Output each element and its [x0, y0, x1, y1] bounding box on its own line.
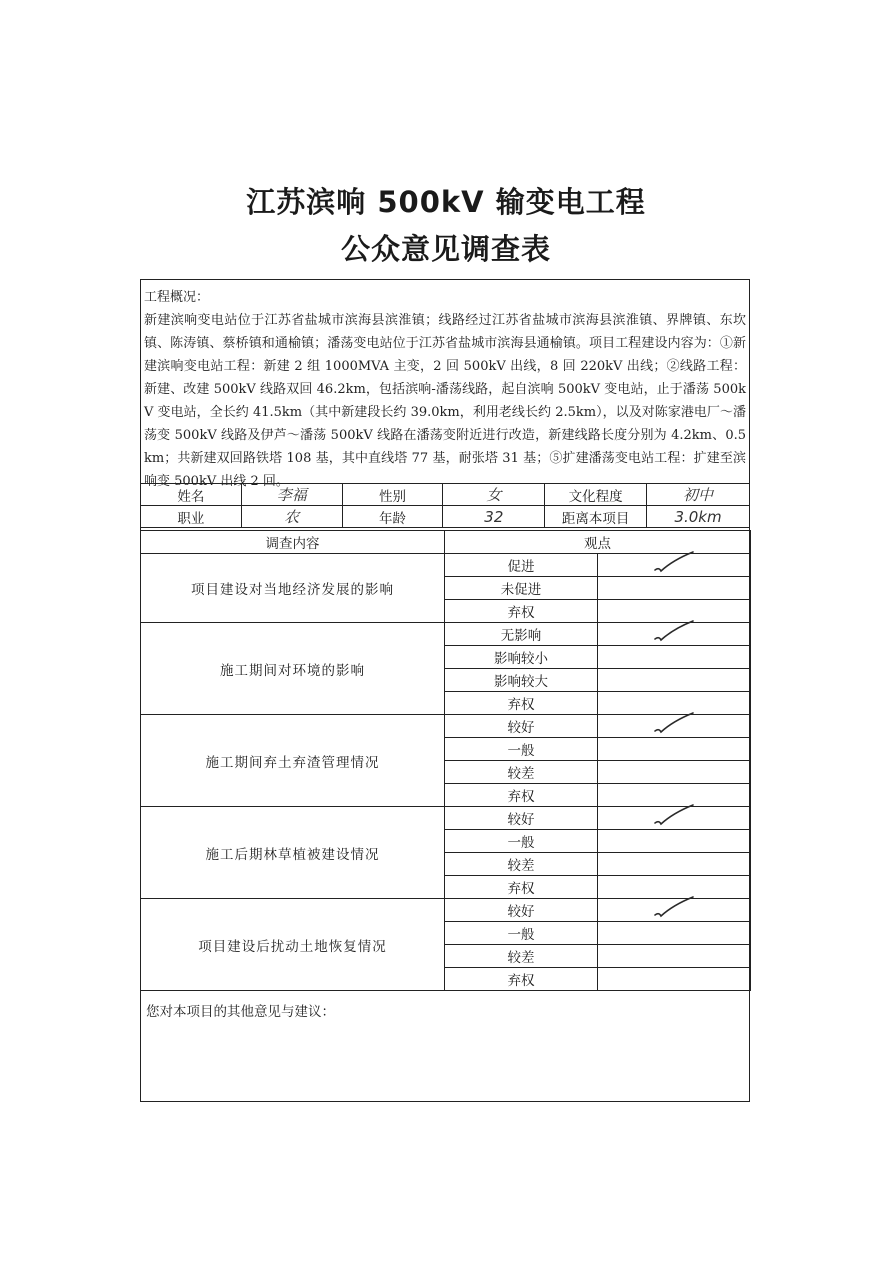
- survey-check-cell[interactable]: [598, 554, 751, 577]
- checkmark-icon: [653, 550, 695, 576]
- survey-option-label: 较差: [445, 853, 598, 876]
- project-overview: [144, 286, 746, 493]
- distance-label: 距离本项目: [545, 506, 647, 528]
- survey-check-cell[interactable]: [598, 646, 751, 669]
- education-value: 初中: [647, 484, 750, 506]
- overview-text: 新建滨响变电站位于江苏省盐城市滨海县滨淮镇；线路经过江苏省盐城市滨海县滨淮镇、界牌镇、东坎镇、陈涛镇、蔡桥镇和通榆镇；潘荡变电站位于江苏省盐城市滨海县通榆镇。项目工程建设内容为：①新建滨响变电站工程：新建 2 组 1000MVA 主变，2 回 500kV 出线，8 回 220kV 出线；②线路工程：新建、改建 500kV 线路双回 46.2km，包括滨响-潘荡线路，起自滨响 500kV 变电站，止于潘荡 500kV 变电站，全长约 41.5km（其中新建段长约 39.0km，利用老线长约 2.5km），以及对陈家港电厂～潘荡变 500kV 线路及伊芦～潘荡 500kV 线路在潘荡变附近进行改造，新建线路长度分别为 4.2km、0.5km；共新建双回路铁塔 108 基，其中直线塔 77 基，耐张塔 31 基；⑤扩建潘荡变电站工程：扩建至滨响变 500kV 出线 2 回。: [144, 313, 746, 489]
- survey-option-label: 较好: [445, 807, 598, 830]
- survey-option-label: 一般: [445, 738, 598, 761]
- survey-option-label: 弃权: [445, 600, 598, 623]
- age-label: 年龄: [342, 506, 443, 528]
- gender-label: 性别: [342, 484, 443, 506]
- survey-option-label: 较好: [445, 899, 598, 922]
- age-value: 32: [443, 506, 545, 528]
- title-line-2: 公众意见调查表: [340, 232, 551, 266]
- gender-value: 女: [443, 484, 545, 506]
- survey-check-cell[interactable]: [598, 922, 751, 945]
- survey-question-topic: 项目建设后扰动土地恢复情况: [141, 899, 445, 991]
- survey-option-label: 一般: [445, 830, 598, 853]
- survey-option-label: 无影响: [445, 623, 598, 646]
- survey-check-cell[interactable]: [598, 945, 751, 968]
- survey-question-topic: 施工期间弃土弃渣管理情况: [141, 715, 445, 807]
- survey-check-cell[interactable]: [598, 830, 751, 853]
- survey-option-label: 较差: [445, 945, 598, 968]
- job-value: 农: [241, 506, 342, 528]
- survey-header-content: 调查内容: [141, 531, 445, 554]
- survey-question-topic: 施工后期林草植被建设情况: [141, 807, 445, 899]
- survey-option-label: 促进: [445, 554, 598, 577]
- job-label: 职业: [141, 506, 242, 528]
- survey-option-label: 较差: [445, 761, 598, 784]
- survey-option-label: 影响较大: [445, 669, 598, 692]
- name-value: 李福: [241, 484, 342, 506]
- survey-check-cell[interactable]: [598, 899, 751, 922]
- survey-option-label: 一般: [445, 922, 598, 945]
- checkmark-icon: [653, 803, 695, 829]
- survey-option-label: 未促进: [445, 577, 598, 600]
- survey-option-label: 弃权: [445, 876, 598, 899]
- overview-label: 工程概况：: [144, 290, 210, 305]
- distance-value: 3.0km: [647, 506, 750, 528]
- survey-option-row: [141, 899, 751, 922]
- survey-check-cell[interactable]: [598, 669, 751, 692]
- survey-option-label: 影响较小: [445, 646, 598, 669]
- checkmark-icon: [653, 895, 695, 921]
- survey-check-cell[interactable]: [598, 715, 751, 738]
- title-line-1: 江苏滨响 500kV 输变电工程: [246, 185, 646, 219]
- survey-option-label: 弃权: [445, 784, 598, 807]
- survey-check-cell[interactable]: [598, 853, 751, 876]
- survey-check-cell[interactable]: [598, 738, 751, 761]
- survey-table: [140, 530, 751, 991]
- education-label: 文化程度: [545, 484, 647, 506]
- survey-check-cell[interactable]: [598, 968, 751, 991]
- survey-option-row: [141, 715, 751, 738]
- survey-check-cell[interactable]: [598, 807, 751, 830]
- survey-check-cell[interactable]: [598, 623, 751, 646]
- survey-option-label: 弃权: [445, 968, 598, 991]
- checkmark-icon: [653, 619, 695, 645]
- survey-option-row: [141, 554, 751, 577]
- survey-check-cell[interactable]: [598, 577, 751, 600]
- survey-option-label: 弃权: [445, 692, 598, 715]
- survey-option-label: 较好: [445, 715, 598, 738]
- survey-question-topic: 项目建设对当地经济发展的影响: [141, 554, 445, 623]
- survey-header-opinion: 观点: [445, 531, 751, 554]
- survey-check-cell[interactable]: [598, 761, 751, 784]
- respondent-info-table: [140, 483, 750, 528]
- checkmark-icon: [653, 711, 695, 737]
- survey-option-row: [141, 807, 751, 830]
- suggestion-label: 您对本项目的其他意见与建议：: [146, 1004, 335, 1020]
- survey-option-row: [141, 623, 751, 646]
- survey-question-topic: 施工期间对环境的影响: [141, 623, 445, 715]
- name-label: 姓名: [141, 484, 242, 506]
